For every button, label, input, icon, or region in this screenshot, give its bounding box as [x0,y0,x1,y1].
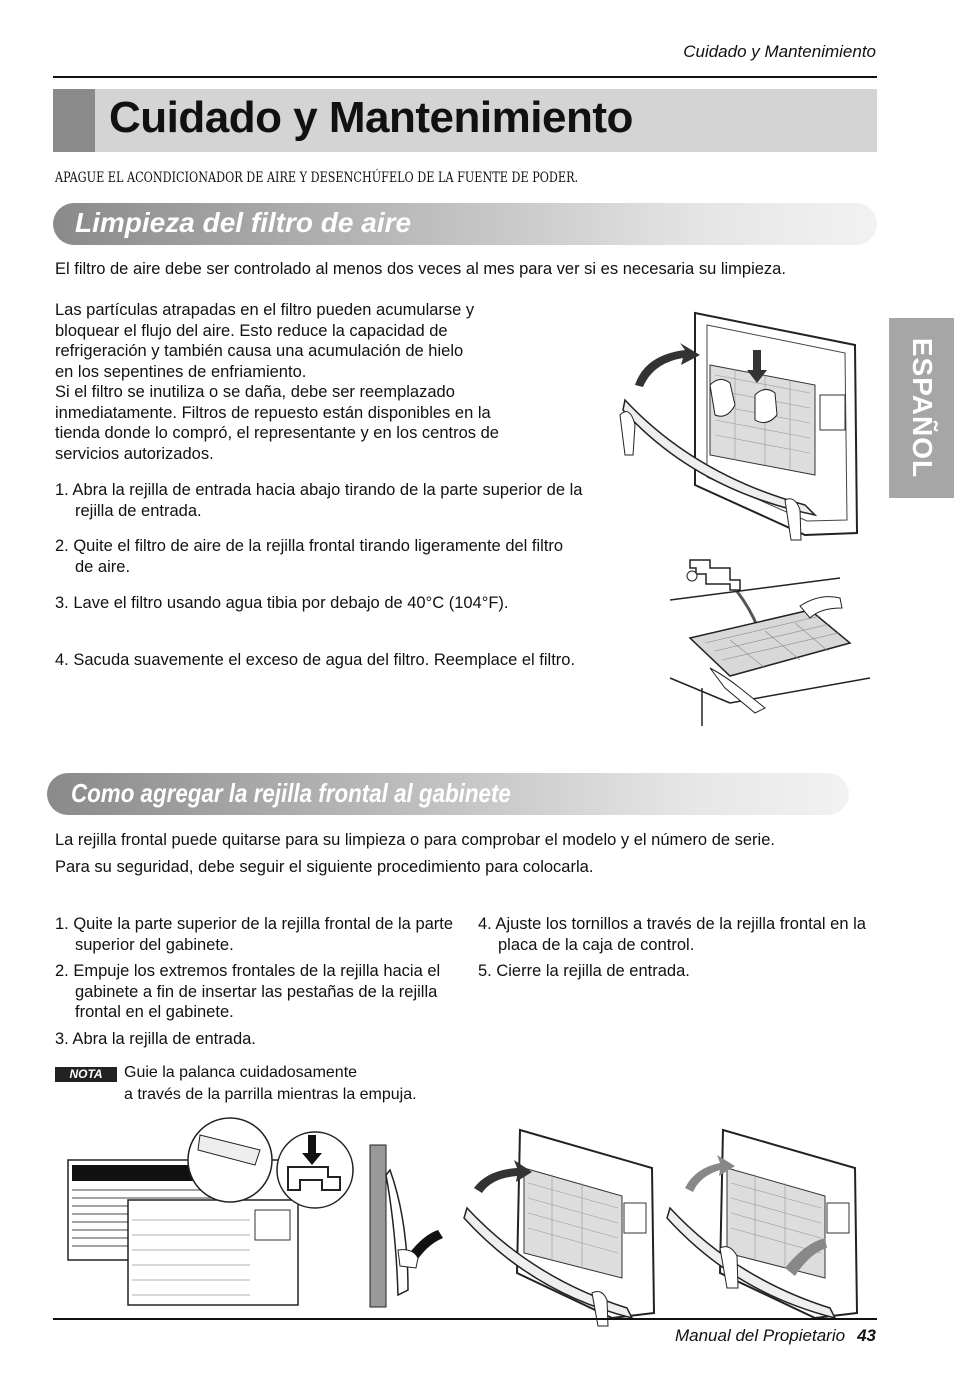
note-text [124,1062,417,1106]
title-tab [53,89,95,152]
grille-steps-left [55,914,465,1055]
footer [675,1326,876,1346]
section-heading-grille [47,773,849,815]
body-line: en los sepentines de enfriamiento. [55,362,307,381]
title-bar [53,89,877,152]
grille-insert-illustration [368,1140,453,1310]
header-rule [53,76,877,78]
body-line: bloquear el flujo del aire. Esto reduce la capacidad de [55,321,448,340]
filter-step-4 [55,650,585,671]
filter-step-1 [55,480,585,521]
body-line: refrigeración y también causa una acumulación de hielo [55,342,464,360]
section-heading-filter-label: Limpieza del filtro de aire [75,207,412,238]
body-line: tienda donde lo compró, el representante y en los centros de [55,424,499,442]
step-text: 2. Quite el filtro de aire de la rejilla frontal tirando ligeramente del filtro de aire. [55,537,564,576]
body-line: Las partículas atrapadas en el filtro pueden acumularse y [55,301,475,319]
page-number: 43 [857,1326,876,1345]
footer-rule [53,1318,877,1320]
body-line: Si el filtro se inutiliza o se daña, debe ser reemplazado [55,383,455,401]
language-side-tab [889,318,954,498]
close-inlet-grille-illustration [665,1128,865,1328]
running-header: Cuidado y Mantenimiento [683,42,876,61]
grille-intro-2: Para su seguridad, debe seguir el siguiente procedimiento para colocarla. [55,857,594,876]
note-line: a través de la parrilla mientras la empuja. [124,1086,417,1103]
filter-removal-illustration [615,305,875,555]
step-text: 3. Abra la rejilla de entrada. [55,1029,256,1048]
step-text: 2. Empuje los extremos frontales de la rejilla hacia el gabinete a fin de insertar las pestañas de la rejilla frontal en el gabinete. [55,962,441,1021]
warning-text: APAGUE EL ACONDICIONADOR DE AIRE Y DESENCHÚFELO DE LA FUENTE DE PODER. [55,170,579,186]
section-heading-filter [53,203,877,245]
step-text: 1. Abra la rejilla de entrada hacia abajo tirando de la parte superior de la rejilla de entrada. [55,481,583,520]
filter-step-3 [55,593,585,614]
grille-steps-right [478,914,878,988]
step-text: 5. Cierre la rejilla de entrada. [478,962,690,980]
footer-manual-title: Manual del Propietario [674,1326,846,1345]
language-side-tab-label: ESPAÑOL [906,337,938,479]
step-text: 1. Quite la parte superior de la rejilla frontal de la parte superior del gabinete. [55,915,454,954]
page-title: Cuidado y Mantenimiento [109,93,633,142]
step-text: 4. Ajuste los tornillos a través de la rejilla frontal en la placa de la caja de control. [478,915,866,954]
grille-intro-1: La rejilla frontal puede quitarse para su limpieza o para comprobar el modelo y el número de serie. [55,831,775,849]
body-line: servicios autorizados. [55,444,214,463]
filter-intro: El filtro de aire debe ser controlado al menos dos veces al mes para ver si es necesaria su limpieza. [55,260,786,278]
step-text: 3. Lave el filtro usando agua tibia por debajo de 40°C (104°F). [55,594,509,612]
filter-body [55,300,575,464]
filter-step-2 [55,536,585,577]
open-inlet-grille-illustration [462,1128,662,1328]
step-text: 4. Sacuda suavemente el exceso de agua del filtro. Reemplace el filtro. [55,651,576,669]
body-line: inmediatamente. Filtros de repuesto están disponibles en la [55,403,491,422]
section-heading-grille-label: Como agregar la rejilla frontal al gabinete [71,778,511,808]
note-badge: NOTA [55,1067,117,1082]
note-line: Guie la palanca cuidadosamente [124,1064,358,1081]
filter-washing-illustration [670,548,870,728]
cabinet-illustration [60,1105,360,1310]
grille-intro [55,830,855,877]
